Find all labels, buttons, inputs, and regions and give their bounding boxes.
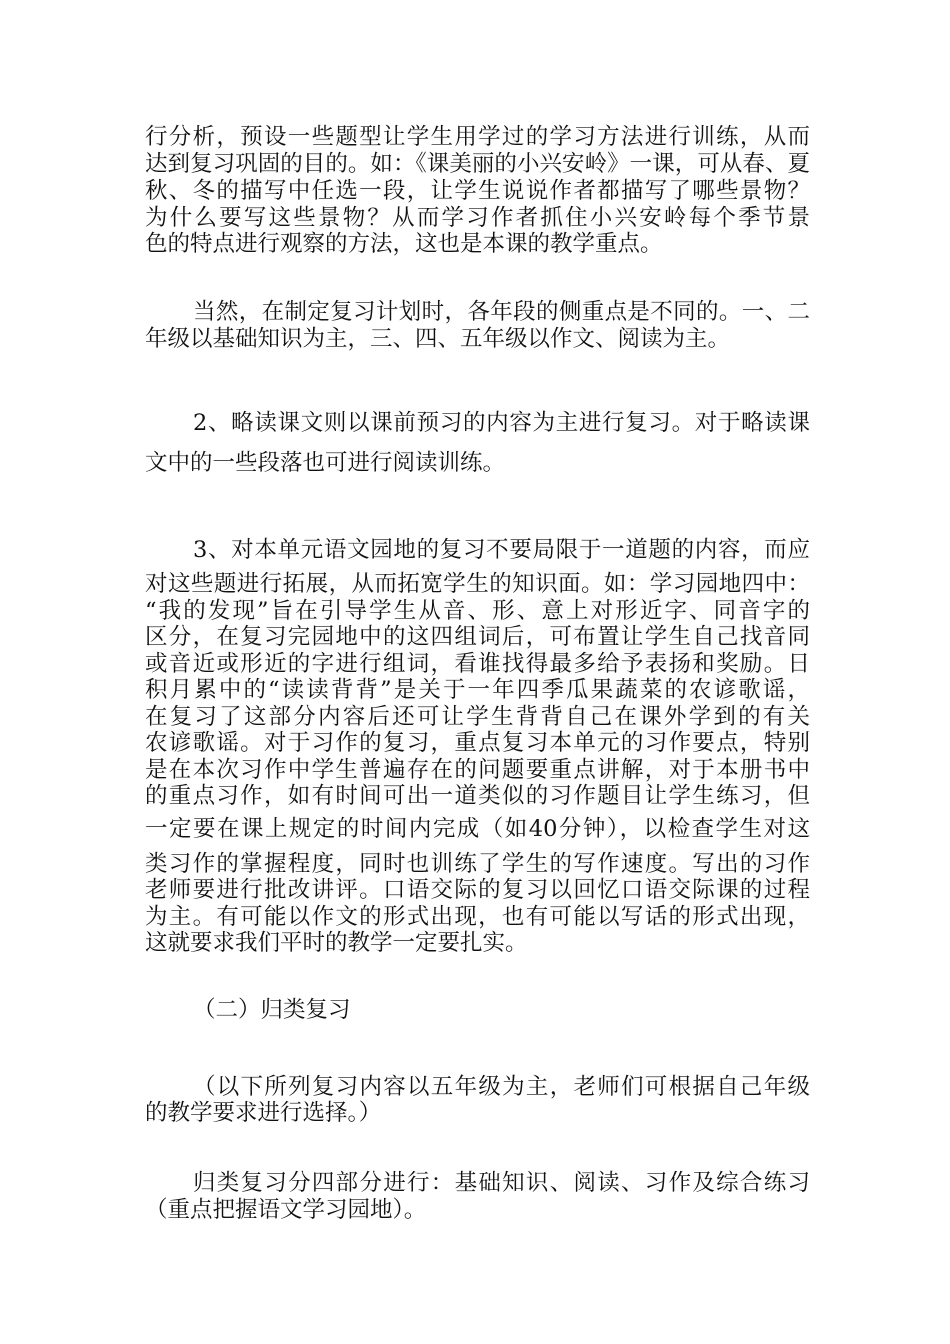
text-line: （重点把握语文学习园地）。: [145, 1197, 427, 1223]
text-line: 或音近或形近的字进行组词，看谁找得最多给予表扬和奖励。日: [145, 651, 810, 677]
text-line: 对这些题进行拓展，从而拓宽学生的知识面。如：学习园地四中：: [145, 571, 810, 597]
text-line: 这就要求我们平时的教学一定要扎实。: [145, 930, 528, 956]
text-line: 当然，在制定复习计划时，各年段的侧重点是不同的。一、二: [193, 299, 810, 325]
text-line: 为主。有可能以作文的形式出现，也有可能以写话的形式出现，: [145, 904, 810, 930]
text-line: （以下所列复习内容以五年级为主，老师们可根据自己年级: [193, 1074, 810, 1100]
text-line: 农谚歌谣。对于习作的复习，重点复习本单元的习作要点，特别: [145, 730, 810, 756]
text-line: 达到复习巩固的目的。如：《课美丽的小兴安岭》一课，可从春、夏: [145, 151, 810, 177]
text-line: （二）归类复习: [193, 997, 351, 1023]
text-line: 类习作的掌握程度，同时也训练了学生的写作速度。写出的习作: [145, 851, 810, 877]
text-line: 的教学要求进行选择。）: [145, 1100, 382, 1126]
text-line: 一定要在课上规定的时间内完成（如40分钟），以检查学生对这: [145, 816, 810, 842]
text-line: 区分，在复习完园地中的这四组词后，可布置让学生自己找音同: [145, 624, 810, 650]
text-line: 老师要进行批改讲评。口语交际的复习以回忆口语交际课的过程: [145, 877, 810, 903]
text-line: 2、略读课文则以课前预习的内容为主进行复习。对于略读课: [193, 410, 810, 436]
text-line: “我的发现”旨在引导学生从音、形、意上对形近字、同音字的: [145, 598, 810, 624]
text-line: 年级以基础知识为主，三、四、五年级以作文、阅读为主。: [145, 326, 731, 352]
text-line: 行分析，预设一些题型让学生用学过的学习方法进行训练，从而: [145, 124, 810, 150]
text-line: 文中的一些段落也可进行阅读训练。: [145, 450, 506, 476]
text-line: 在复习了这部分内容后还可让学生背背自己在课外学到的有关: [145, 704, 810, 730]
text-line: 为什么要写这些景物？从而学习作者抓住小兴安岭每个季节景: [145, 205, 810, 231]
text-line: 归类复习分四部分进行：基础知识、阅读、习作及综合练习: [193, 1170, 810, 1196]
text-line: 秋、冬的描写中任选一段，让学生说说作者都描写了哪些景物？: [145, 178, 810, 204]
text-line: 的重点习作，如有时间可出一道类似的习作题目让学生练习，但: [145, 783, 810, 809]
text-line: 色的特点进行观察的方法，这也是本课的教学重点。: [145, 231, 663, 257]
text-line: 积月累中的“读读背背”是关于一年四季瓜果蔬菜的农谚歌谣，: [145, 677, 810, 703]
text-line: 是在本次习作中学生普遍存在的问题要重点讲解，对于本册书中: [145, 757, 810, 783]
text-line: 3、对本单元语文园地的复习不要局限于一道题的内容，而应: [193, 537, 810, 563]
